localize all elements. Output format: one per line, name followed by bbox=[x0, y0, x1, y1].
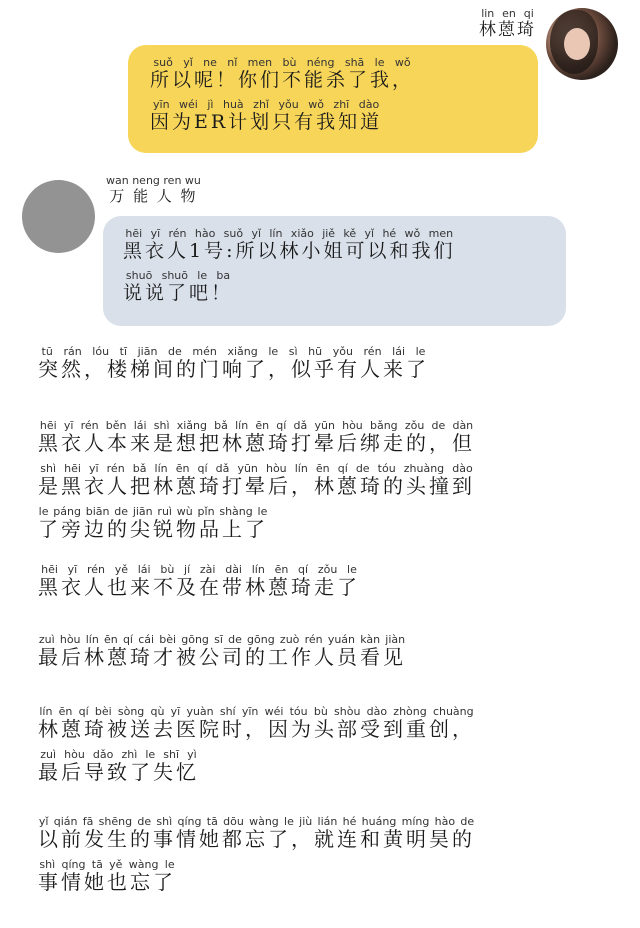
narration-line: 以前发生的事情她都忘了，就连和黄明昊的yǐ qián fā shēng de shì qíng tā dōu wàng le jiù lián hé huáng míng hào de bbox=[38, 815, 475, 851]
narration-line: 是黑衣人把林蒽琦打晕后，林蒽琦的头撞到shì hēi yī rén bǎ lín ēn qí dǎ yūn hòu lín ēn qí de tóu zhuàng dào bbox=[38, 462, 475, 498]
narration-paragraph bbox=[38, 346, 598, 389]
narration-line: 最后林蒽琦才被公司的工作人员看见zuì hòu lín ēn qí cái bèi gōng sī de gōng zuò rén yuán kàn jiàn bbox=[38, 633, 406, 669]
narration-line: 了旁边的尖锐物品上了le páng biān de jiān ruì wù pǐn shàng le bbox=[38, 505, 268, 541]
speaker1-bubble bbox=[128, 45, 538, 153]
narration-line: 黑衣人本来是想把林蒽琦打晕后绑走的，但hēi yī rén běn lái shì xiǎng bǎ lín ēn qí dǎ yūn hòu bǎng zǒu de dàn bbox=[38, 419, 475, 455]
avatar-placeholder bbox=[22, 180, 95, 253]
speaker2-line-1: 黑衣人1号:所以林小姐可以和我们hēi yī rén hào suǒ yǐ lín xiǎo jiě kě yǐ hé wǒ men bbox=[123, 227, 456, 262]
narration-line: 黑衣人也来不及在带林蒽琦走了hēi yī rén yě lái bù jí zài dài lín ēn qí zǒu le bbox=[38, 563, 360, 599]
narration-paragraph bbox=[38, 816, 598, 902]
narration-line: 突然，楼梯间的门响了，似乎有人来了tū rán lóu tī jiān de mén xiǎng le sì hū yǒu rén lái le bbox=[38, 345, 429, 381]
narration-line: 最后导致了失忆zuì hòu dǎo zhì le shī yì bbox=[38, 748, 199, 784]
narration-line: 林蒽琦被送去医院时，因为头部受到重创，lín ēn qí bèi sòng qù yī yuàn shí yīn wéi tóu bù shòu dào zhòng chuàng bbox=[38, 705, 475, 741]
speaker2-line-2: 说说了吧！shuō shuō le ba bbox=[123, 269, 234, 304]
narration-paragraph bbox=[38, 420, 598, 549]
narration-paragraph bbox=[38, 564, 598, 607]
narration-line: 事情她也忘了shì qíng tā yě wàng le bbox=[38, 858, 176, 894]
narration-paragraph bbox=[38, 706, 598, 792]
avatar-lin-enqi bbox=[546, 8, 618, 80]
speaker1-name: 林蒽琦lin en qi bbox=[479, 7, 536, 40]
speaker2-bubble bbox=[103, 216, 566, 326]
narration-paragraph bbox=[38, 634, 598, 677]
speaker1-line-1: 所以呢！你们不能杀了我，suǒ yǐ ne nǐ men bù néng shā le wǒ bbox=[150, 56, 415, 91]
speaker2-name: 万能人物wan neng ren wu bbox=[106, 174, 201, 205]
avatar-face bbox=[564, 28, 590, 60]
speaker1-line-2: 因为ER计划只有我知道yīn wéi jì huà zhǐ yǒu wǒ zhī dào bbox=[150, 98, 383, 133]
